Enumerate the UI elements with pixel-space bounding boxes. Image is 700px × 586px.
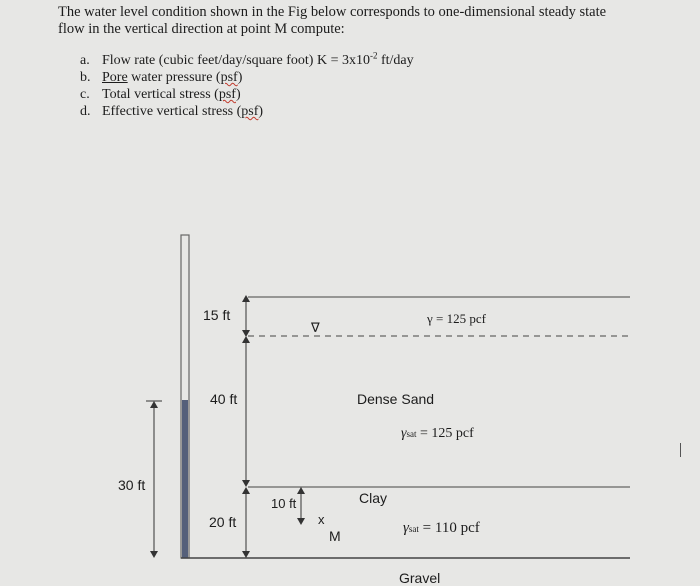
water-table-symbol-icon: ∇ [311, 320, 320, 335]
label-10ft: 10 ft [271, 496, 297, 511]
label-40ft: 40 ft [210, 391, 238, 407]
arrowhead-up [150, 401, 158, 408]
gamma-subscript: sat [406, 429, 417, 439]
question-unit: ft/day [377, 53, 414, 68]
question-text: Flow rate (cubic feet/day/square foot) K = 3x10 [102, 53, 370, 68]
gamma-symbol: γ [403, 520, 409, 536]
text-cursor-icon [680, 443, 681, 457]
question-text: Total vertical stress ( [102, 87, 219, 102]
label-15ft: 15 ft [203, 307, 231, 323]
question-close: ) [237, 70, 243, 85]
spellcheck-word: psf [218, 87, 236, 102]
question-exponent: -2 [369, 50, 378, 61]
question-letter: a. [80, 53, 90, 68]
label-gamma-sat-clay [403, 520, 480, 537]
point-m-marker: x [318, 512, 325, 527]
question-text: Effective vertical stress ( [102, 104, 242, 119]
arrowhead-down [297, 518, 305, 525]
arrowhead-up [242, 336, 250, 343]
gamma-symbol: γ [401, 426, 407, 441]
question-letter: b. [80, 70, 91, 85]
spellcheck-word: psf [220, 70, 238, 85]
label-30ft: 30 ft [118, 477, 146, 493]
label-gamma-sat-sand [401, 426, 474, 442]
label-gravel: Gravel [399, 570, 441, 586]
gamma-subscript: sat [408, 524, 419, 534]
gamma-value: = 125 pcf [416, 426, 474, 441]
gamma-value: = 110 pcf [418, 520, 480, 536]
arrowhead-up [297, 487, 305, 494]
arrowhead-up [242, 295, 250, 302]
label-gamma-top: γ = 125 pcf [427, 311, 486, 326]
spellcheck-word: psf [241, 104, 259, 119]
question-letter: c. [80, 87, 90, 102]
intro-line-1: The water level condition shown in the Fig below corresponds to one-dimensional steady state [58, 4, 607, 20]
question-underlined-word: Pore [102, 70, 128, 85]
question-close: ) [258, 104, 264, 119]
question-close: ) [235, 87, 241, 102]
label-point-m: M [329, 528, 341, 544]
label-dense-sand: Dense Sand [357, 391, 435, 407]
arrowhead-down [150, 551, 158, 558]
question-text: water pressure ( [127, 70, 221, 85]
arrowhead-up [242, 487, 250, 494]
standpipe-water [182, 400, 188, 558]
label-20ft: 20 ft [209, 514, 237, 530]
label-clay: Clay [359, 490, 388, 506]
intro-line-2: flow in the vertical direction at point M compute: [58, 21, 345, 37]
question-letter: d. [80, 104, 91, 119]
arrowhead-down [242, 480, 250, 487]
arrowhead-down [242, 551, 250, 558]
